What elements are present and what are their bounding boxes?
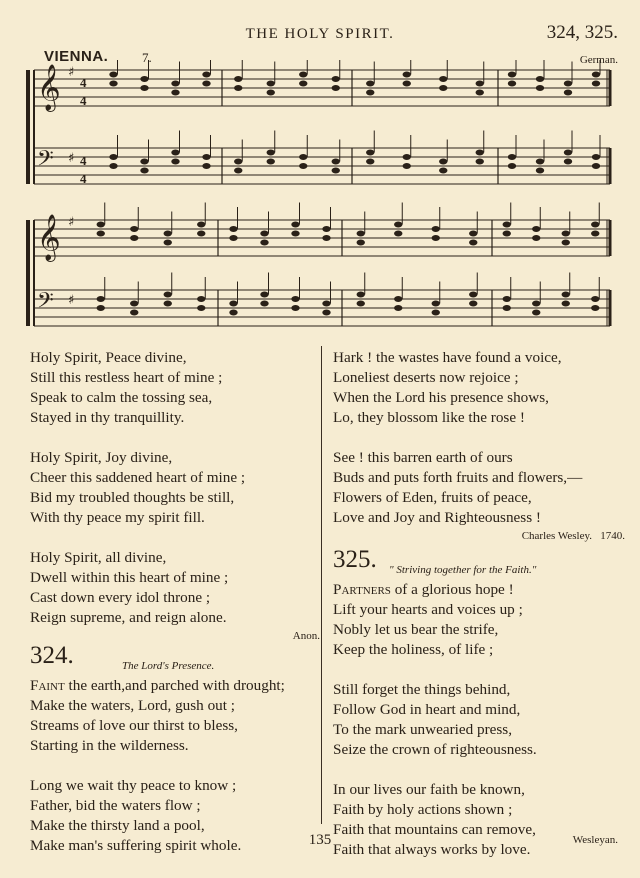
note-head — [562, 301, 570, 307]
note-head — [164, 231, 172, 237]
note-head — [322, 301, 330, 307]
hymn-325 — [333, 546, 625, 860]
verse-line: Faith by holy actions shown ; — [333, 801, 513, 818]
note-head — [469, 240, 477, 246]
note-head — [291, 296, 299, 302]
note-head — [536, 168, 544, 174]
note-head — [267, 150, 275, 156]
stanza-3 — [30, 548, 320, 628]
sharp-icon: ♯ — [68, 65, 75, 80]
note-head — [532, 301, 540, 307]
note-head — [394, 222, 402, 228]
hymn-number: 324. — [30, 642, 74, 669]
note-head — [202, 154, 210, 160]
note-head — [503, 296, 511, 302]
verse-line: Make man's suffering spirit whole. — [30, 837, 242, 854]
time-signature: 4 — [80, 153, 87, 169]
note-head — [97, 296, 105, 302]
note-head — [366, 159, 374, 165]
note-head — [299, 72, 307, 78]
note-head — [291, 222, 299, 228]
initial-word: Faint — [30, 677, 65, 694]
note-head — [562, 240, 570, 246]
note-head — [476, 150, 484, 156]
note-head — [394, 231, 402, 237]
note-head — [403, 72, 411, 78]
note-head — [503, 305, 511, 311]
note-head — [164, 301, 172, 307]
verse-line: Bid my troubled thoughts be still, — [30, 489, 235, 506]
verse-line: Keep the holiness, of life ; — [333, 641, 494, 658]
note-head — [357, 231, 365, 237]
note-head — [140, 159, 148, 165]
note-head — [476, 159, 484, 165]
verse-line: Love and Joy and Righteousness ! — [333, 509, 541, 526]
note-head — [332, 85, 340, 91]
note-head — [503, 231, 511, 237]
stanza-2 — [30, 448, 320, 528]
note-head — [229, 235, 237, 241]
note-head — [536, 76, 544, 82]
page-title: THE HOLY SPIRIT. — [245, 26, 395, 42]
right-column — [333, 348, 625, 860]
note-head — [564, 90, 572, 96]
note-head — [394, 296, 402, 302]
note-head — [229, 301, 237, 307]
hymn-numbers: 324, 325. — [546, 22, 618, 43]
verse-line: Follow God in heart and mind, — [333, 701, 521, 718]
note-head — [140, 85, 148, 91]
note-head — [197, 296, 205, 302]
note-head — [332, 168, 340, 174]
note-head — [476, 81, 484, 87]
note-head — [234, 159, 242, 165]
tune-meter: 7. — [142, 50, 152, 65]
hymn-324-continued — [333, 348, 625, 544]
hymn-number: 325. — [333, 546, 377, 573]
initial-word: Partners — [333, 581, 391, 598]
music-score — [0, 60, 640, 340]
note-head — [197, 305, 205, 311]
note-head — [164, 240, 172, 246]
stanza-1 — [333, 580, 625, 660]
verse-line: Streams of love our thirst to bless, — [30, 717, 238, 734]
footer-attribution: Wesleyan. — [572, 834, 618, 846]
verse-line: Loneliest deserts now rejoice ; — [333, 369, 519, 386]
note-head — [109, 72, 117, 78]
note-head — [299, 154, 307, 160]
note-head — [562, 231, 570, 237]
note-head — [532, 226, 540, 232]
note-head — [508, 163, 516, 169]
note-head — [291, 305, 299, 311]
verse-line: Still forget the things behind, — [333, 681, 511, 698]
note-head — [403, 154, 411, 160]
verse-line: Faith that mountains can remove, — [333, 821, 536, 838]
note-head — [564, 150, 572, 156]
note-head — [260, 240, 268, 246]
note-head — [536, 159, 544, 165]
verse-line — [333, 580, 625, 600]
hymn-324 — [30, 642, 320, 856]
note-head — [229, 310, 237, 316]
verse-line: Buds and puts forth fruits and flowers,— — [333, 469, 583, 486]
note-head — [202, 81, 210, 87]
verse-line: Stayed in thy tranquillity. — [30, 409, 185, 426]
note-head — [97, 305, 105, 311]
note-head — [130, 235, 138, 241]
verse-line: Seize the crown of righteousness. — [333, 741, 537, 758]
stanza-3 — [333, 348, 625, 428]
note-head — [366, 81, 374, 87]
note-head — [592, 154, 600, 160]
note-head — [469, 292, 477, 298]
note-head — [403, 163, 411, 169]
note-head — [439, 85, 447, 91]
note-head — [260, 301, 268, 307]
note-head — [592, 163, 600, 169]
note-head — [591, 231, 599, 237]
stanza-1 — [30, 348, 320, 428]
note-head — [164, 292, 172, 298]
note-head — [357, 301, 365, 307]
note-head — [536, 85, 544, 91]
tune-name: VIENNA. — [44, 48, 109, 65]
time-signature: 4 — [80, 171, 87, 187]
note-head — [234, 168, 242, 174]
note-head — [503, 222, 511, 228]
note-head — [564, 159, 572, 165]
note-head — [432, 226, 440, 232]
verse-line: Long we wait thy peace to know ; — [30, 777, 237, 794]
note-head — [299, 163, 307, 169]
note-head — [130, 301, 138, 307]
verse-line: Cheer this saddened heart of mine ; — [30, 469, 246, 486]
note-head — [439, 159, 447, 165]
note-head — [130, 310, 138, 316]
verse-line: Lift your hearts and voices up ; — [333, 601, 523, 618]
note-head — [322, 226, 330, 232]
note-head — [202, 72, 210, 78]
verse-line — [30, 676, 320, 696]
note-head — [202, 163, 210, 169]
note-head — [476, 90, 484, 96]
verse-line: Dwell within this heart of mine ; — [30, 569, 229, 586]
note-head — [267, 159, 275, 165]
note-head — [140, 76, 148, 82]
attribution-name: Charles Wesley. — [521, 530, 592, 542]
verse-line: Speak to calm the tossing sea, — [30, 389, 213, 406]
note-head — [109, 154, 117, 160]
note-head — [332, 76, 340, 82]
verse-line: Nobly let us bear the strife, — [333, 621, 499, 638]
verse-line: When the Lord his presence shows, — [333, 389, 549, 406]
note-head — [109, 81, 117, 87]
note-head — [532, 310, 540, 316]
note-head — [291, 231, 299, 237]
line-rest: of a glorious hope ! — [390, 581, 514, 598]
verse-line: With thy peace my spirit fill. — [30, 509, 205, 526]
page-number: 135 — [308, 832, 332, 848]
note-head — [234, 76, 242, 82]
stanza-2 — [333, 680, 625, 760]
note-head — [97, 222, 105, 228]
time-signature: 4 — [80, 75, 87, 91]
note-head — [171, 81, 179, 87]
note-head — [403, 81, 411, 87]
note-head — [532, 235, 540, 241]
note-head — [432, 310, 440, 316]
note-head — [508, 72, 516, 78]
note-head — [299, 81, 307, 87]
note-head — [357, 240, 365, 246]
note-head — [357, 292, 365, 298]
sharp-icon: ♯ — [68, 151, 75, 166]
note-head — [439, 168, 447, 174]
note-head — [394, 305, 402, 311]
treble-clef-icon: 𝄞 — [37, 214, 61, 261]
note-head — [592, 72, 600, 78]
note-head — [267, 81, 275, 87]
note-head — [366, 90, 374, 96]
verse-line: Holy Spirit, Peace divine, — [30, 349, 187, 366]
note-head — [564, 81, 572, 87]
verse-line: Faith that always works by love. — [333, 841, 531, 858]
left-column — [30, 348, 320, 856]
verse-line: Holy Spirit, all divine, — [30, 549, 167, 566]
note-head — [332, 159, 340, 165]
verse-line: Flowers of Eden, fruits of peace, — [333, 489, 532, 506]
hymn-subtitle: The Lord's Presence. — [122, 660, 215, 672]
note-head — [562, 292, 570, 298]
note-head — [322, 310, 330, 316]
note-head — [260, 292, 268, 298]
attribution-year: 1740. — [600, 530, 625, 542]
note-head — [591, 296, 599, 302]
note-head — [591, 222, 599, 228]
stanza-1 — [30, 676, 320, 756]
verse-line: To the mark unwearied press, — [333, 721, 513, 738]
verse-line: Cast down every idol throne ; — [30, 589, 211, 606]
note-head — [591, 305, 599, 311]
verse-line: In our lives our faith be known, — [333, 781, 525, 798]
note-head — [260, 231, 268, 237]
note-head — [229, 226, 237, 232]
note-head — [432, 235, 440, 241]
note-head — [432, 301, 440, 307]
note-head — [508, 154, 516, 160]
hymn-subtitle: " Striving together for the Faith." — [389, 564, 537, 576]
note-head — [322, 235, 330, 241]
first-hymn — [30, 348, 320, 644]
verse-line: Make the waters, Lord, gush out ; — [30, 697, 235, 714]
column-divider — [321, 346, 322, 824]
note-head — [508, 81, 516, 87]
sharp-icon: ♯ — [68, 215, 75, 230]
bass-clef-icon: 𝄢 — [37, 146, 54, 177]
note-head — [267, 90, 275, 96]
note-head — [197, 222, 205, 228]
note-head — [234, 85, 242, 91]
verse-line: Starting in the wilderness. — [30, 737, 189, 754]
note-head — [140, 168, 148, 174]
verse-line: Make the thirsty land a pool, — [30, 817, 205, 834]
verse-line: See ! this barren earth of ours — [333, 449, 513, 466]
note-head — [439, 76, 447, 82]
note-head — [469, 301, 477, 307]
attribution: Anon. — [292, 630, 320, 642]
verse-line: Holy Spirit, Joy divine, — [30, 449, 173, 466]
bass-clef-icon: 𝄢 — [37, 288, 54, 319]
note-head — [97, 231, 105, 237]
note-head — [130, 226, 138, 232]
note-head — [171, 90, 179, 96]
line-rest: the earth,and parched with drought; — [64, 677, 285, 694]
verse-line: Lo, they blossom like the rose ! — [333, 409, 525, 426]
note-head — [171, 159, 179, 165]
verse-line: Still this restless heart of mine ; — [30, 369, 223, 386]
verse-line: Father, bid the waters flow ; — [30, 797, 201, 814]
note-head — [109, 163, 117, 169]
tune-origin: German. — [579, 54, 618, 66]
note-head — [366, 150, 374, 156]
note-head — [197, 231, 205, 237]
note-head — [592, 81, 600, 87]
note-head — [171, 150, 179, 156]
stanza-4 — [333, 448, 625, 528]
time-signature: 4 — [80, 93, 87, 109]
attribution — [333, 528, 625, 544]
verse-line: Reign supreme, and reign alone. — [30, 609, 227, 626]
note-head — [469, 231, 477, 237]
verse-line: Hark ! the wastes have found a voice, — [333, 349, 562, 366]
sharp-icon: ♯ — [68, 293, 75, 308]
treble-clef-icon: 𝄞 — [37, 64, 61, 111]
